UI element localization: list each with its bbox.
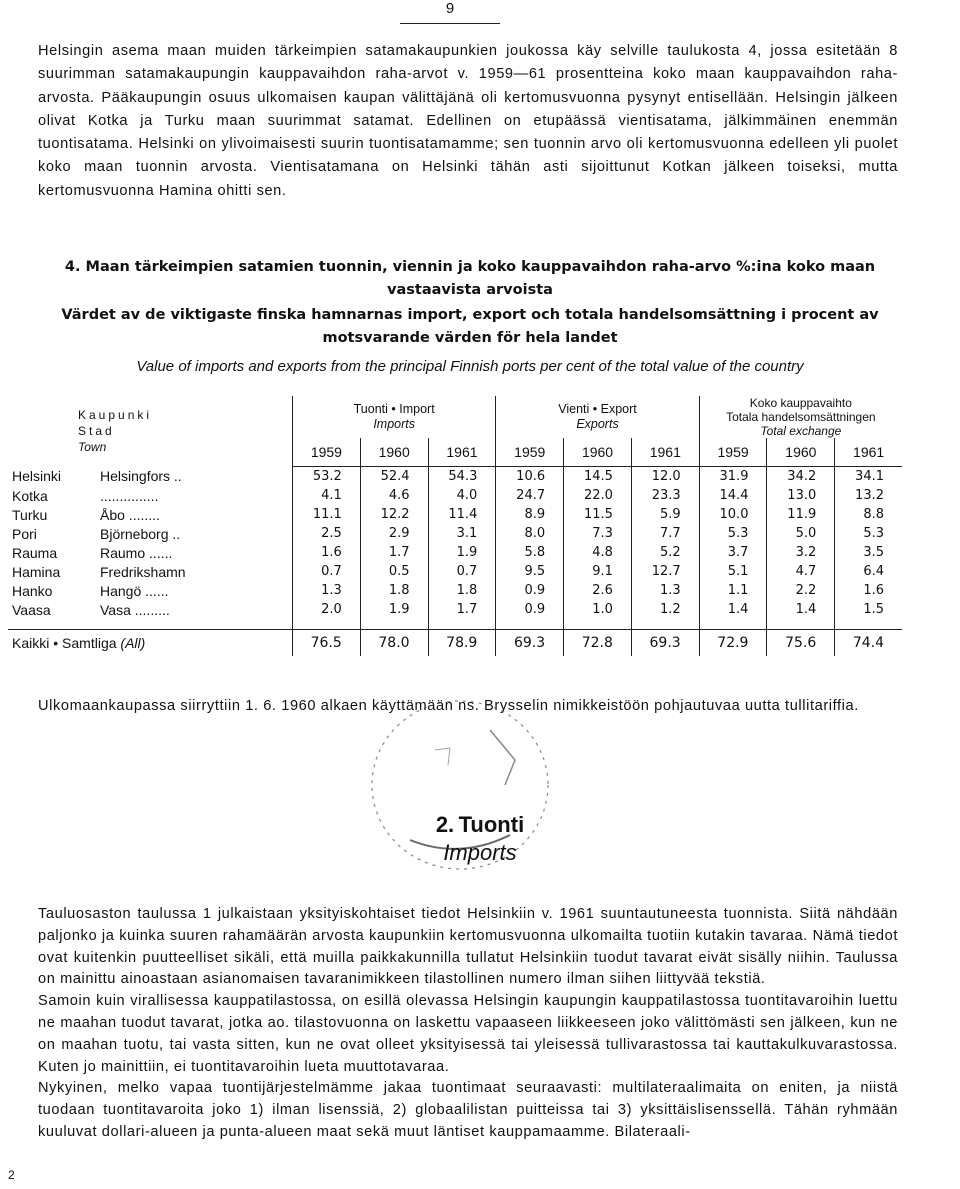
- value-cell: 2.2: [767, 581, 835, 600]
- table-row: [8, 562, 902, 581]
- year-header: 1960: [360, 438, 428, 467]
- port-name-fi: Hanko: [12, 582, 53, 599]
- table-row: [8, 486, 902, 505]
- imports-group-header: [293, 396, 496, 438]
- port-name-fi: Turku: [12, 506, 48, 523]
- year-header: 1959: [699, 438, 767, 467]
- table-spacer: [8, 619, 902, 630]
- table-title-swedish: Värdet av de viktigaste finska hamnarnas import, export och totala handelsomsättning i procent av motsvarande värden för hela landet: [61, 307, 879, 346]
- total-label: [8, 630, 293, 657]
- table-header-row: [8, 396, 902, 438]
- value-cell: 5.2: [631, 543, 699, 562]
- year-header: 1961: [428, 438, 496, 467]
- value-cell: 8.9: [496, 505, 564, 524]
- value-cell: 5.3: [699, 524, 767, 543]
- imports-header-sv: Import: [399, 402, 435, 416]
- value-cell: 4.7: [767, 562, 835, 581]
- port-name-cell: [8, 486, 293, 505]
- total-value: 78.0: [360, 630, 428, 657]
- value-cell: 0.7: [293, 562, 361, 581]
- table-row: [8, 543, 902, 562]
- value-cell: 1.1: [699, 581, 767, 600]
- port-name-cell: [8, 467, 293, 487]
- value-cell: 31.9: [699, 467, 767, 487]
- value-cell: 5.0: [767, 524, 835, 543]
- value-cell: 2.5: [293, 524, 361, 543]
- value-cell: 3.5: [835, 543, 902, 562]
- value-cell: 1.6: [835, 581, 902, 600]
- value-cell: 12.7: [631, 562, 699, 581]
- value-cell: 8.0: [496, 524, 564, 543]
- value-cell: 34.2: [767, 467, 835, 487]
- city-column-header: [8, 396, 293, 467]
- customs-note: Ulkomaankaupassa siirryttiin 1. 6. 1960 alkaen käyttämään ns. Brysselin nimikkeistöön pohjautuvaa uutta tullitariffia.: [38, 698, 859, 714]
- table-total-row: [8, 630, 902, 657]
- exports-header-en: Exports: [576, 417, 619, 431]
- value-cell: 4.8: [564, 543, 632, 562]
- value-cell: 4.0: [428, 486, 496, 505]
- value-cell: 1.6: [293, 543, 361, 562]
- value-cell: 52.4: [360, 467, 428, 487]
- value-cell: 53.2: [293, 467, 361, 487]
- value-cell: 0.7: [428, 562, 496, 581]
- city-header-sv: Stad: [78, 424, 115, 439]
- port-name-cell: [8, 543, 293, 562]
- total-value: 76.5: [293, 630, 361, 657]
- table-row: [8, 524, 902, 543]
- value-cell: 1.9: [428, 543, 496, 562]
- value-cell: 22.0: [564, 486, 632, 505]
- total-label-en: (All): [120, 635, 146, 651]
- total-label-sep: •: [53, 635, 59, 651]
- port-name-cell: [8, 524, 293, 543]
- value-cell: 2.0: [293, 600, 361, 619]
- city-header-fi: Kaupunki: [78, 408, 153, 423]
- value-cell: 3.2: [767, 543, 835, 562]
- value-cell: 4.1: [293, 486, 361, 505]
- port-name-cell: [8, 600, 293, 619]
- page-number: 9: [400, 0, 500, 24]
- value-cell: 12.2: [360, 505, 428, 524]
- value-cell: 6.4: [835, 562, 902, 581]
- value-cell: 11.1: [293, 505, 361, 524]
- value-cell: 11.5: [564, 505, 632, 524]
- total-value: 78.9: [428, 630, 496, 657]
- value-cell: 1.9: [360, 600, 428, 619]
- port-name-fi: Pori: [12, 525, 37, 542]
- year-header: 1959: [293, 438, 361, 467]
- value-cell: 5.3: [835, 524, 902, 543]
- total-header-sv: Totala handelsomsättningen: [726, 410, 876, 424]
- value-cell: 54.3: [428, 467, 496, 487]
- footer-number: 2: [8, 1168, 15, 1182]
- value-cell: 5.1: [699, 562, 767, 581]
- value-cell: 10.0: [699, 505, 767, 524]
- port-name-fi: Hamina: [12, 563, 61, 580]
- imports-header-fi: Tuonti: [353, 402, 388, 416]
- value-cell: 1.2: [631, 600, 699, 619]
- intro-paragraph: [38, 40, 898, 203]
- total-label-sv: Samtliga: [62, 635, 117, 651]
- total-value: 72.9: [699, 630, 767, 657]
- total-label-fi: Kaikki: [12, 635, 50, 651]
- exports-header-sep: •: [592, 402, 598, 416]
- table-row: [8, 600, 902, 619]
- value-cell: 23.3: [631, 486, 699, 505]
- value-cell: 5.9: [631, 505, 699, 524]
- port-name-sv: Raumo ......: [100, 544, 173, 561]
- year-header: 1960: [564, 438, 632, 467]
- year-header: 1959: [496, 438, 564, 467]
- section-title: Tuonti: [458, 812, 525, 837]
- exports-group-header: [496, 396, 699, 438]
- port-name-fi: Kotka: [12, 487, 48, 504]
- table-title-english: Value of imports and exports from the principal Finnish ports per cent of the total value of the country: [136, 358, 804, 375]
- value-cell: 0.9: [496, 581, 564, 600]
- value-cell: 24.7: [496, 486, 564, 505]
- port-name-sv: Hangö ......: [100, 582, 169, 599]
- table-body: [8, 467, 902, 620]
- port-name-sv: Helsingfors ..: [100, 468, 182, 485]
- paragraph-3: Nykyinen, melko vapaa tuontijärjestelmämme jakaa tuontimaat seuraavasti: multilateraalimaita on eniten, ja niistä tuodaan tuontitavaroita joko 1) ilman lisenssiä, 2) globaalilistan puitteissa tai 3) yksittäislisenssellä. Tähän ryhmään kuuluvat dollari-alueen ja punta-alueen maat sekä muut läntiset kauppamaamme. Bilateraali-: [38, 1080, 898, 1140]
- value-cell: 1.3: [293, 581, 361, 600]
- value-cell: 1.4: [699, 600, 767, 619]
- body-text: [38, 904, 898, 1144]
- value-cell: 2.9: [360, 524, 428, 543]
- intro-text: Helsingin asema maan muiden tärkeimpien satamakaupunkien joukossa käy selville taulukosta 4, jossa esitetään 8 suurimman satamakaupungin kauppavaihdon raha-arvot v. 1959—61 prosentteina koko maan kauppavaihdon raha-arvosta. Pääkaupungin osuus ulkomaisen kaupan välittäjänä oli kertomusvuonna pysynyt entisellään. Helsingin jälkeen olivat Kotka ja Turku maan suurimmat satamat. Edellinen on etupäässä vientisatama, jälkimmäinen enemmän tuontisatama. Helsinki on ylivoimaisesti suurin tuontisatamamme; sen tuonnin arvo oli kertomusvuonna edelleen yli puolet koko maan tuonnin arvosta. Vientisatamana on Helsinki tähän asti sijoittunut Kotkan jälkeen toiseksi, mutta kertomusvuonna Hamina ohitti sen.: [38, 43, 898, 199]
- port-name-cell: [8, 505, 293, 524]
- exports-header-sv: Export: [600, 402, 637, 416]
- paragraph-2: Samoin kuin virallisessa kauppatilastossa, on esillä olevassa Helsingin kaupungin kauppatilastossa tuontitavaroihin luettu ne maahan tuodut tavarat, jotka ao. tilastovuonna on laskettu vapaaseen liikkeeseen joko välittömästi sen jälkeen, kun ne on maahan tuotu, tai vasta sitten, kun ne ovat olleet yksityisessä tai yleisessä tullivarastossa tai kauttakulkuvarastossa. Kuten jo mainittiin, ei tuontitavaroihin lueta muuttotavaraa.: [38, 993, 898, 1075]
- port-name-sv: Fredrikshamn: [100, 563, 186, 580]
- port-name-cell: [8, 581, 293, 600]
- value-cell: 5.8: [496, 543, 564, 562]
- total-group-header: [699, 396, 902, 438]
- port-name-fi: Rauma: [12, 544, 58, 561]
- port-name-sv: Björneborg ..: [100, 525, 181, 542]
- value-cell: 1.7: [360, 543, 428, 562]
- value-cell: 10.6: [496, 467, 564, 487]
- table-row: [8, 467, 902, 487]
- value-cell: 2.6: [564, 581, 632, 600]
- ports-table: [8, 396, 902, 656]
- year-header: 1961: [835, 438, 902, 467]
- section-number: 2.: [435, 812, 455, 837]
- value-cell: 1.5: [835, 600, 902, 619]
- year-header: 1961: [631, 438, 699, 467]
- value-cell: 8.8: [835, 505, 902, 524]
- value-cell: 3.1: [428, 524, 496, 543]
- city-header-en: Town: [78, 440, 107, 455]
- table-row: [8, 505, 902, 524]
- port-name-fi: Helsinki: [12, 468, 62, 485]
- total-value: 72.8: [564, 630, 632, 657]
- value-cell: 1.0: [564, 600, 632, 619]
- table-row: [8, 581, 902, 600]
- value-cell: 12.0: [631, 467, 699, 487]
- section-subtitle: Imports: [443, 840, 517, 865]
- imports-header-sep: •: [391, 402, 396, 416]
- port-name-sv: Åbo ........: [100, 506, 160, 523]
- port-name-sv: ...............: [100, 487, 159, 504]
- imports-header-en: Imports: [373, 417, 416, 431]
- table-title-block: [20, 256, 920, 378]
- value-cell: 3.7: [699, 543, 767, 562]
- value-cell: 0.9: [496, 600, 564, 619]
- value-cell: 1.3: [631, 581, 699, 600]
- value-cell: 9.1: [564, 562, 632, 581]
- value-cell: 1.8: [360, 581, 428, 600]
- total-header-en: Total exchange: [760, 424, 842, 438]
- value-cell: 9.5: [496, 562, 564, 581]
- port-name-fi: Vaasa: [12, 601, 51, 618]
- value-cell: 11.4: [428, 505, 496, 524]
- value-cell: 13.0: [767, 486, 835, 505]
- section-heading: [0, 812, 960, 866]
- value-cell: 1.4: [767, 600, 835, 619]
- total-value: 74.4: [835, 630, 902, 657]
- value-cell: 7.3: [564, 524, 632, 543]
- value-cell: 14.4: [699, 486, 767, 505]
- port-name-sv: Vasa .........: [100, 601, 170, 618]
- value-cell: 13.2: [835, 486, 902, 505]
- value-cell: 7.7: [631, 524, 699, 543]
- year-header: 1960: [767, 438, 835, 467]
- value-cell: 4.6: [360, 486, 428, 505]
- value-cell: 14.5: [564, 467, 632, 487]
- total-value: 69.3: [496, 630, 564, 657]
- port-name-cell: [8, 562, 293, 581]
- value-cell: 34.1: [835, 467, 902, 487]
- value-cell: 0.5: [360, 562, 428, 581]
- value-cell: 1.8: [428, 581, 496, 600]
- exports-header-fi: Vienti: [558, 402, 590, 416]
- value-cell: 11.9: [767, 505, 835, 524]
- paragraph-1: Tauluosaston taulussa 1 julkaistaan yksityiskohtaiset tiedot Helsinkiin v. 1961 suuntautuneesta tuonnista. Siitä nähdään paljonko ja kuinka suuren rahamäärän arvosta kaupunkiin kertomusvuonna ulkomailta tuotiin kutakin tavaraa. Nämä tiedot ovat kuitenkin puutteelliset sikäli, että muilla paikkakunnilla tullatut Helsinkiin tuodut tavarat eivät sisälly niihin. Taulussa on mainittu ainoastaan asianomaisen tavaranimikkeen tilastollinen numero ilman siihen liittyvää tekstiä.: [38, 906, 898, 988]
- total-header-fi: Koko kauppavaihto: [749, 396, 852, 410]
- value-cell: 1.7: [428, 600, 496, 619]
- total-value: 75.6: [767, 630, 835, 657]
- total-value: 69.3: [631, 630, 699, 657]
- table-title-finnish: 4. Maan tärkeimpien satamien tuonnin, viennin ja koko kauppavaihdon raha-arvo %:ina koko maan vastaavista arvoista: [64, 259, 876, 298]
